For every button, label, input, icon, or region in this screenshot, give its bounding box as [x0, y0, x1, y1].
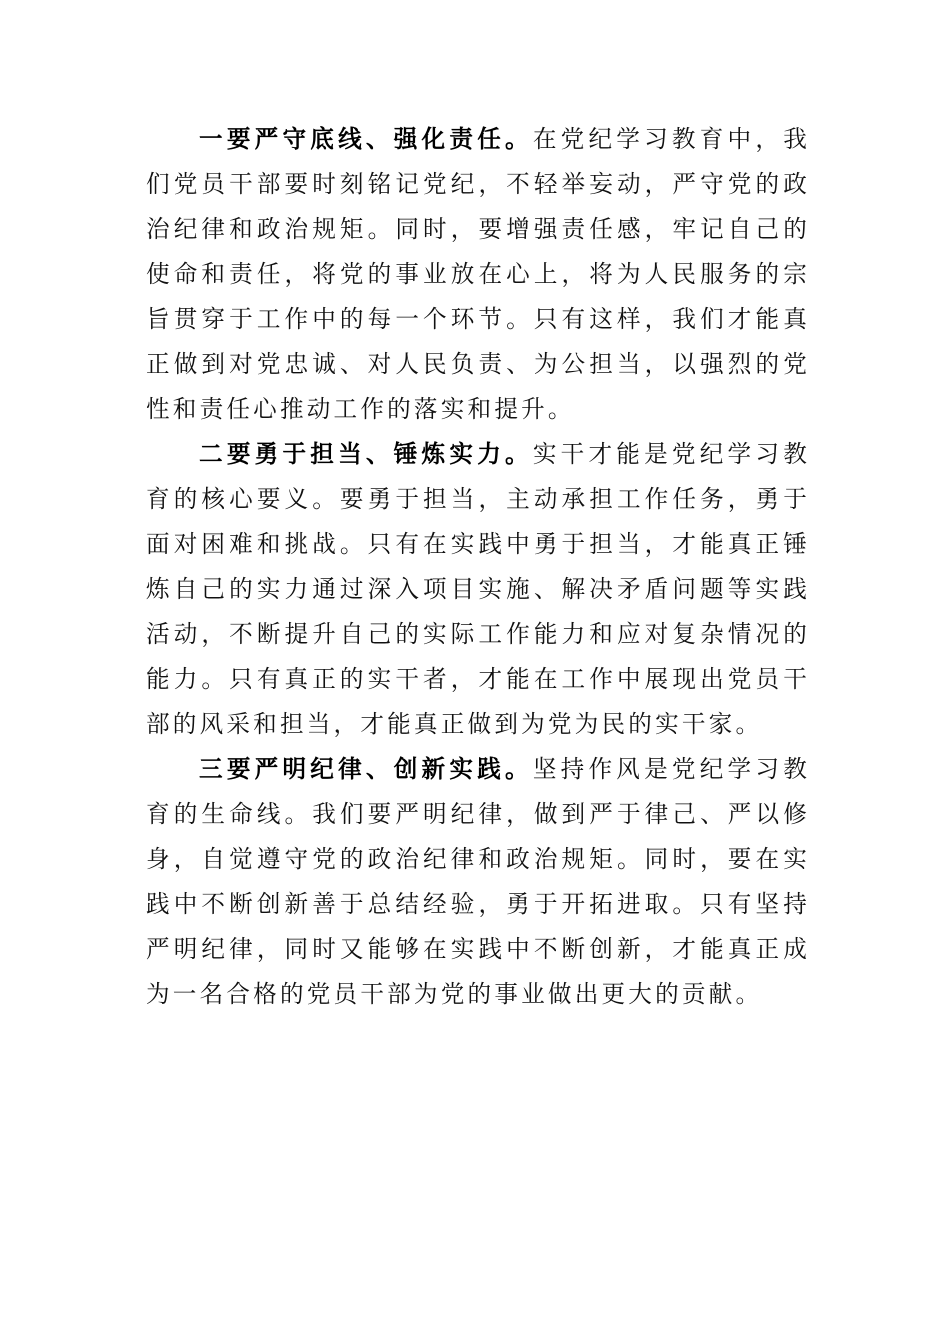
paragraph-1	[146, 117, 810, 432]
paragraph-2-text: 实干才能是党纪学习教育的核心要义。要勇于担当，主动承担工作任务，勇于面对困难和挑战。只有在实践中勇于担当，才能真正锤炼自己的实力通过深入项目实施、解决矛盾问题等实践活动，不断提升自己的实际工作能力和应对复杂情况的能力。只有真正的实干者，才能在工作中展现出党员干部的风采和担当，才能真正做到为党为民的实干家。	[146, 440, 810, 738]
document-body	[146, 117, 810, 1017]
paragraph-2	[146, 432, 810, 747]
paragraph-2-heading: 二要勇于担当、锤炼实力。	[199, 440, 533, 468]
paragraph-3-heading: 三要严明纪律、创新实践。	[199, 755, 533, 783]
paragraph-1-text: 在党纪学习教育中，我们党员干部要时刻铭记党纪，不轻举妄动，严守党的政治纪律和政治规矩。同时，要增强责任感，牢记自己的使命和责任，将党的事业放在心上，将为人民服务的宗旨贯穿于工作中的每一个环节。只有这样，我们才能真正做到对党忠诚、对人民负责、为公担当，以强烈的党性和责任心推动工作的落实和提升。	[146, 125, 810, 423]
paragraph-1-heading: 一要严守底线、强化责任。	[199, 125, 533, 153]
paragraph-3-text: 坚持作风是党纪学习教育的生命线。我们要严明纪律，做到严于律己、严以修身，自觉遵守党的政治纪律和政治规矩。同时，要在实践中不断创新善于总结经验，勇于开拓进取。只有坚持严明纪律，同时又能够在实践中不断创新，才能真正成为一名合格的党员干部为党的事业做出更大的贡献。	[146, 755, 810, 1008]
paragraph-3	[146, 747, 810, 1017]
